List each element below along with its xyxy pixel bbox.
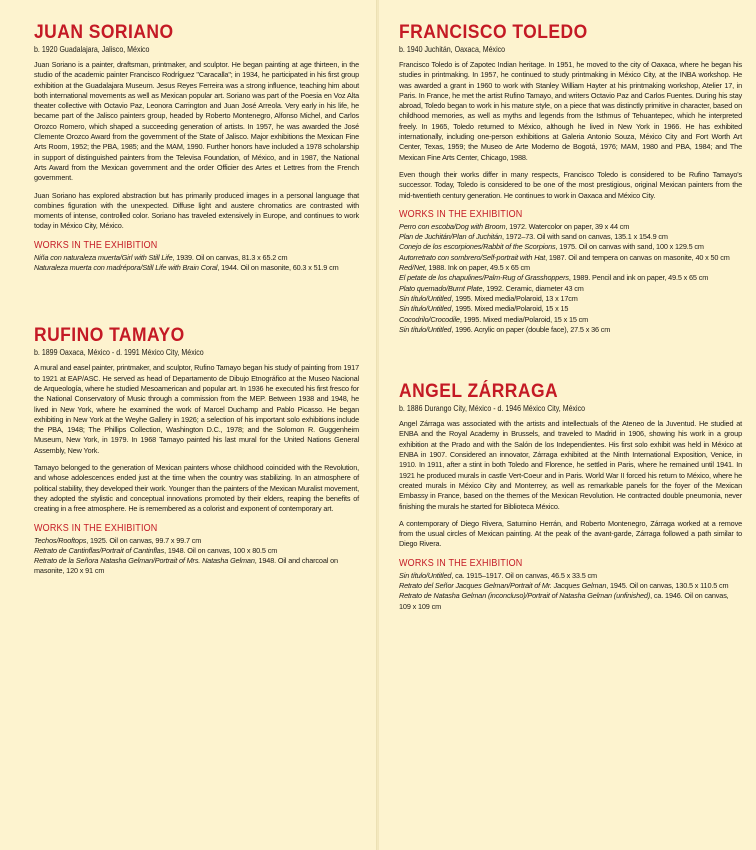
artist-dates: b. 1899 Oaxaca, México - d. 1991 México City, México xyxy=(34,348,204,358)
artist-name: RUFINO TAMAYO xyxy=(34,325,185,347)
work-item xyxy=(399,232,742,242)
work-detail: , 1995. Mixed media/Polaroid, 15 x 15 cm xyxy=(459,314,589,324)
work-detail: , ca. 1946. Oil on canvas, 109 x 109 cm xyxy=(399,591,729,611)
artist-name: FRANCISCO TOLEDO xyxy=(399,22,588,43)
artist-bio: Angel Zárraga was associated with the artists and intellectuals of the Ateneo de la Juventud. He studied at ENBA and the Royal Academy in Brussels, and traveled to Madrid in 1906, showing his work in a group exhibition at the Prado and with the Salón de los Independientes. His first solo exhibit was held in México at ENBA in 1907. Considered an innovator, Zárraga exhibited at the Ninth International Exposition, Venice, in 1910. In 1911, after a stint in both Toledo and Florence, he settled in Paris, where he remained until 1941. In 1921 he produced murals in castle Vert-Coeur and in Paris. World War II forced his return to México, where he created murals in México City and Monterrey, as well as remarkable panels for the foyer of the Mexican Embassy in France, based on the themes of the Mexican Revolution. He contracted double pneumonia, never finishing the murals he started for Biblioteca México. xyxy=(399,419,742,511)
work-detail: , 1925. Oil on canvas, 99.7 x 99.7 cm xyxy=(86,535,202,545)
works-heading: WORKS IN THE EXHIBITION xyxy=(399,208,523,220)
work-title: Plan de Juchitán/Plan of Juchitán xyxy=(399,232,502,242)
work-title: Red/Net xyxy=(399,263,425,273)
work-item xyxy=(399,294,742,304)
artist-bio: Tamayo belonged to the generation of Mexican painters whose childhood coincided with the Revolution, and whose adolescences ended just at the time when the country was stabilizing. In an atmosphere of political stability, they developed their work. Younger than the painters of the Mexican Muralist movement, they adopted the stylistic and conceptual innovations promoted by their elders, reaping the benefits of creating in a free atmosphere. He is remembered as a colorist and exponent of contemporary art. xyxy=(34,463,359,514)
work-title: Naturaleza muerta con madrépora/Still Life with Brain Coral xyxy=(34,263,218,273)
left-page xyxy=(0,0,377,850)
artist-name: JUAN SORIANO xyxy=(34,22,174,43)
work-item xyxy=(34,263,359,273)
work-detail: , 1972. Watercolor on paper, 39 x 44 cm xyxy=(505,221,630,231)
work-detail: , 1975. Oil on canvas with sand, 100 x 129.5 cm xyxy=(555,242,704,252)
artist-section-toledo xyxy=(399,22,742,335)
work-title: Sin título/Untitled xyxy=(399,570,452,580)
artist-section-soriano xyxy=(34,22,359,273)
work-title: El petate de los chapulines/Palm-Rug of Grasshoppers xyxy=(399,273,569,283)
work-item xyxy=(399,222,742,232)
work-item xyxy=(399,571,742,581)
work-detail: , 1939. Oil on canvas, 81.3 x 65.2 cm xyxy=(172,252,288,262)
work-detail: , 1995. Mixed media/Polaroid, 13 x 17cm xyxy=(451,293,578,303)
work-item xyxy=(399,581,742,591)
work-detail: , 1944. Oil on masonite, 60.3 x 51.9 cm xyxy=(217,263,339,273)
artist-bio: Juan Soriano has explored abstraction but has primarily produced images in a personal language that combines figuration with the unexpected. Diffuse light and austere chromatics are contrasted with moments of intense, controlled color. Soriano has traveled extensively in Europe, and continues to work today in México City, México. xyxy=(34,190,359,231)
works-list xyxy=(34,253,359,274)
work-item xyxy=(399,284,742,294)
work-title: Sin título/Untitled xyxy=(399,293,452,303)
work-item xyxy=(399,253,742,263)
works-heading: WORKS IN THE EXHIBITION xyxy=(34,522,158,534)
work-item xyxy=(34,536,359,546)
artist-dates: b. 1886 Durango City, México - d. 1946 México City, México xyxy=(399,404,586,414)
work-detail: , 1972–73. Oil with sand on canvas, 135.1 x 154.9 cm xyxy=(501,232,668,242)
work-detail: , 1948. Oil and charcoal on masonite, 120 x 91 cm xyxy=(34,556,338,576)
work-title: Sin título/Untitled xyxy=(399,324,452,334)
work-title: Techos/Rooftops xyxy=(34,535,87,545)
work-detail: , 1945. Oil on canvas, 130.5 x 110.5 cm xyxy=(606,580,729,590)
work-item xyxy=(34,546,359,556)
artist-bio: Juan Soriano is a painter, draftsman, printmaker, and sculptor. He began painting at age thirteen, in the studio of the academic painter Francisco Rodríguez "Caracalla"; in 1934, he participated in his first group exhibition at the Guadalajara Museum. Jesus Reyes Ferreira was a strong influence, teaching him about both international movements as well as Mexican popular art. Soriano was part of the Poesia en Voz Alta theater collective with Octavio Paz, Leonora Carrington and Juan José Arreola. Very early in his life, he became part of the Jalisco painters group, headed by Roberto Montenegro, Alfonso Michel, and Carlos Orozco Romero, which shaped a succeeding generation of artists. In 1957, he was awarded the José Clemente Orozco Award from the government of the State of Jalisco. Major exhibitions the Mexican Fine Arts Room, 1952; the PBA, 1985; and the MAM, 1990. Further honors have included a 1978 scholarship in support of distinguished painters from the Televisa Foundation, of México, and in 1987, the National Arts Award from the Mexican government and the order Officier des Artes et Lettres from the French government. xyxy=(34,60,359,183)
work-detail: , ca. 1915–1917. Oil on canvas, 46.5 x 33.5 cm xyxy=(451,570,597,580)
work-item xyxy=(34,556,359,577)
work-item xyxy=(399,263,742,273)
work-detail: , 1988. Ink on paper, 49.5 x 65 cm xyxy=(424,263,530,273)
work-item xyxy=(34,253,359,263)
artist-bio: Even though their works differ in many respects, Francisco Toledo is considered to be Rufino Tamayo's successor. Today, Toledo is considered to be one of the most prestigious, original Mexican painters from the mid-twentieth century generation. He continues to work in Oaxaca and México City. xyxy=(399,169,742,200)
artist-name: ANGEL ZÁRRAGA xyxy=(399,381,559,403)
artist-section-zarraga xyxy=(399,381,742,612)
artist-dates: b. 1940 Juchitán, Oaxaca, México xyxy=(399,45,506,54)
work-title: Cocodrilo/Crocodile xyxy=(399,314,460,324)
works-heading: WORKS IN THE EXHIBITION xyxy=(399,557,523,569)
work-detail: , 1992. Ceramic, diameter 43 cm xyxy=(482,283,584,293)
work-detail: , 1989. Pencil and ink on paper, 49.5 x 65 cm xyxy=(568,273,709,283)
artist-bio: Francisco Toledo is of Zapotec Indian heritage. In 1951, he moved to the city of Oaxaca, where he began his studies in printmaking. In 1957, he continued to study printmaking in México City, at the INBA workshop. He was awarded a grant in 1960 to work with Stanley William Hayter at his printmaking workshop, Atelier 17, in Paris. In France, he met the artist Rufino Tamayo, and writers Octavio Paz and Carlos Fuentes. During his stay abroad, Toledo began to work in his mature style, on a piece that was distinctly primitive in character, based on childhood memories, as well as myths and legends from the Isthmus of Tehuantepec, which he interpreted freely. In 1965, Toledo returned to México, although he lived in New York in 1966. He has exhibited internationally, including one-person exhibitions at Galeria Antonio Souza, México City and Fort Worth Art Center, Texas, 1959; the Museo de Arte Moderno de Bogotá, 1976; MAM, 1980 and PBA, 1984; and The Mexican Fine Arts Center, Chicago, 1988. xyxy=(399,60,742,162)
work-item xyxy=(399,273,742,283)
work-title: Conejo de los escorpiones/Rabbit of the Scorpions xyxy=(399,242,556,252)
work-detail: , 1995. Mixed media/Polaroid, 15 x 15 xyxy=(451,304,569,314)
works-list xyxy=(34,536,359,577)
work-detail: , 1987. Oil and tempera on canvas on masonite, 40 x 50 cm xyxy=(545,252,730,262)
work-title: Plato quemado/Burnt Plate xyxy=(399,283,483,293)
work-title: Retrato de Natasha Gelman (inconcluso)/Portrait of Natasha Gelman (unfinished) xyxy=(399,591,651,601)
artist-dates: b. 1920 Guadalajara, Jalisco, México xyxy=(34,45,150,54)
work-item xyxy=(399,325,742,335)
right-page xyxy=(379,0,756,850)
work-item xyxy=(399,315,742,325)
work-detail: , 1948. Oil on canvas, 100 x 80.5 cm xyxy=(164,545,278,555)
work-title: Retrato de Cantinflas/Portrait of Cantinflas xyxy=(34,545,165,555)
work-detail: , 1996. Acrylic on paper (double face), 27.5 x 36 cm xyxy=(451,324,611,334)
artist-bio: A mural and easel painter, printmaker, and sculptor, Rufino Tamayo began his study of painting from 1917 to 1921 at EAP/ASC. He served as head of Departamento de Dibujo Etnográfico at the Museo Nacional de Arqueología, where he studied Mesoamerican and popular art. In 1936 he executed his first fresco for the National Conservatory of Music through a commission from the MEP. Between 1938 and 1948, he lived in New York, where he examined the work of Marcel Duchamp and Pablo Picasso. He began exhibiting in New York at the Weyhe Gallery in 1926; a selection of his important solo exhibitions include the PBA, 1948; The Phillips Collection, Washington D.C., 1978; and the Solomon R. Guggenheim Museum, New York, in 1979. In 1968 Tamayo painted his last mural for the United Nations General Assembly, New York. xyxy=(34,363,359,455)
work-item xyxy=(399,591,742,612)
works-heading: WORKS IN THE EXHIBITION xyxy=(34,239,158,251)
work-title: Perro con escoba/Dog with Broom xyxy=(399,221,506,231)
work-title: Niña con naturaleza muerta/Girl with Still Life xyxy=(34,252,173,262)
works-list xyxy=(399,571,742,612)
artist-section-tamayo xyxy=(34,325,359,576)
work-title: Sin título/Untitled xyxy=(399,304,452,314)
work-title: Autorretrato con sombrero/Self-portrait with Hat xyxy=(399,252,546,262)
works-list xyxy=(399,222,742,335)
work-title: Retrato del Señor Jacques Gelman/Portrait of Mr. Jacques Gelman xyxy=(399,580,607,590)
work-item xyxy=(399,304,742,314)
artist-bio: A contemporary of Diego Rivera, Saturnino Herrán, and Roberto Montenegro, Zárraga worked at a remove from the usual circles of Mexican painting. At the peak of the avant-garde, Zárraga followed a path similar to Diego Rivera. xyxy=(399,518,742,549)
work-title: Retrato de la Señora Natasha Gelman/Portrait of Mrs. Natasha Gelman xyxy=(34,556,255,566)
work-item xyxy=(399,242,742,252)
